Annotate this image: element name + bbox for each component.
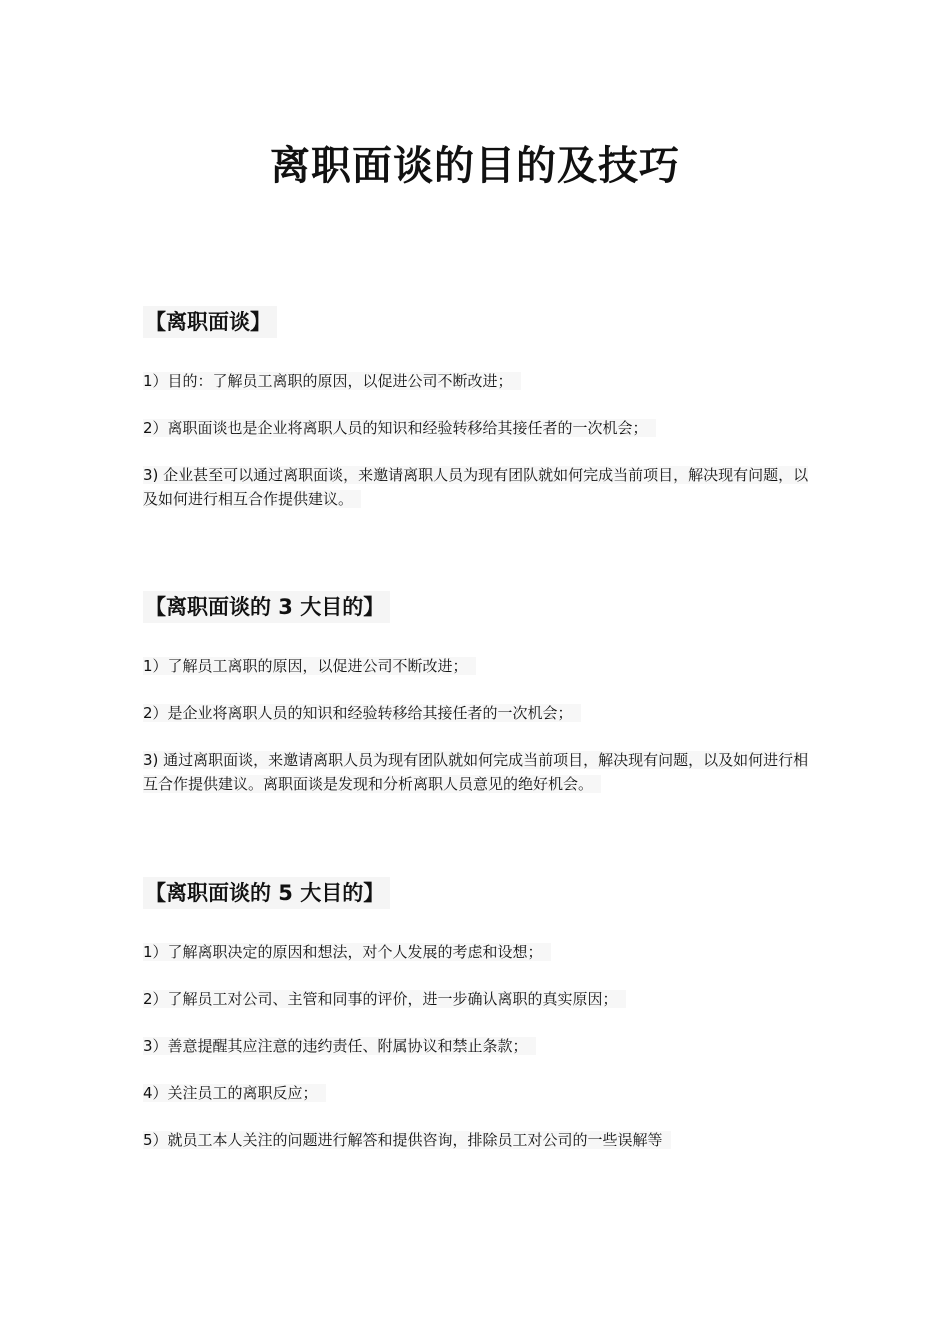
section-exit-interview (143, 306, 813, 511)
list-item: 3) 通过离职面谈，来邀请离职人员为现有团队就如何完成当前项目，解决现有问题，以及如何进行相互合作提供建议。离职面谈是发现和分析离职人员意见的绝好机会。 (143, 751, 809, 793)
list-item: 2）了解员工对公司、主管和同事的评价，进一步确认离职的真实原因； (143, 987, 813, 1011)
section-three-goals (143, 591, 813, 796)
section-five-goals (143, 877, 813, 1152)
section-heading: 【离职面谈】 (143, 306, 277, 338)
list-item: 1）了解员工离职的原因，以促进公司不断改进； (143, 654, 813, 678)
page-title: 离职面谈的目的及技巧 (270, 143, 680, 189)
list-item: 4）关注员工的离职反应； (143, 1081, 813, 1105)
list-item: 2）是企业将离职人员的知识和经验转移给其接任者的一次机会； (143, 701, 813, 725)
list-item: 1）了解离职决定的原因和想法，对个人发展的考虑和设想； (143, 940, 813, 964)
list-item: 3）善意提醒其应注意的违约责任、附属协议和禁止条款； (143, 1034, 813, 1058)
list-item: 2）离职面谈也是企业将离职人员的知识和经验转移给其接任者的一次机会； (143, 416, 813, 440)
list-item: 3) 企业甚至可以通过离职面谈，来邀请离职人员为现有团队就如何完成当前项目，解决现有问题，以及如何进行相互合作提供建议。 (143, 466, 809, 508)
section-heading: 【离职面谈的 5 大目的】 (143, 877, 390, 909)
list-item: 5）就员工本人关注的问题进行解答和提供咨询，排除员工对公司的一些误解等 (143, 1128, 813, 1152)
list-item: 1）目的：了解员工离职的原因，以促进公司不断改进； (143, 369, 813, 393)
section-heading: 【离职面谈的 3 大目的】 (143, 591, 390, 623)
